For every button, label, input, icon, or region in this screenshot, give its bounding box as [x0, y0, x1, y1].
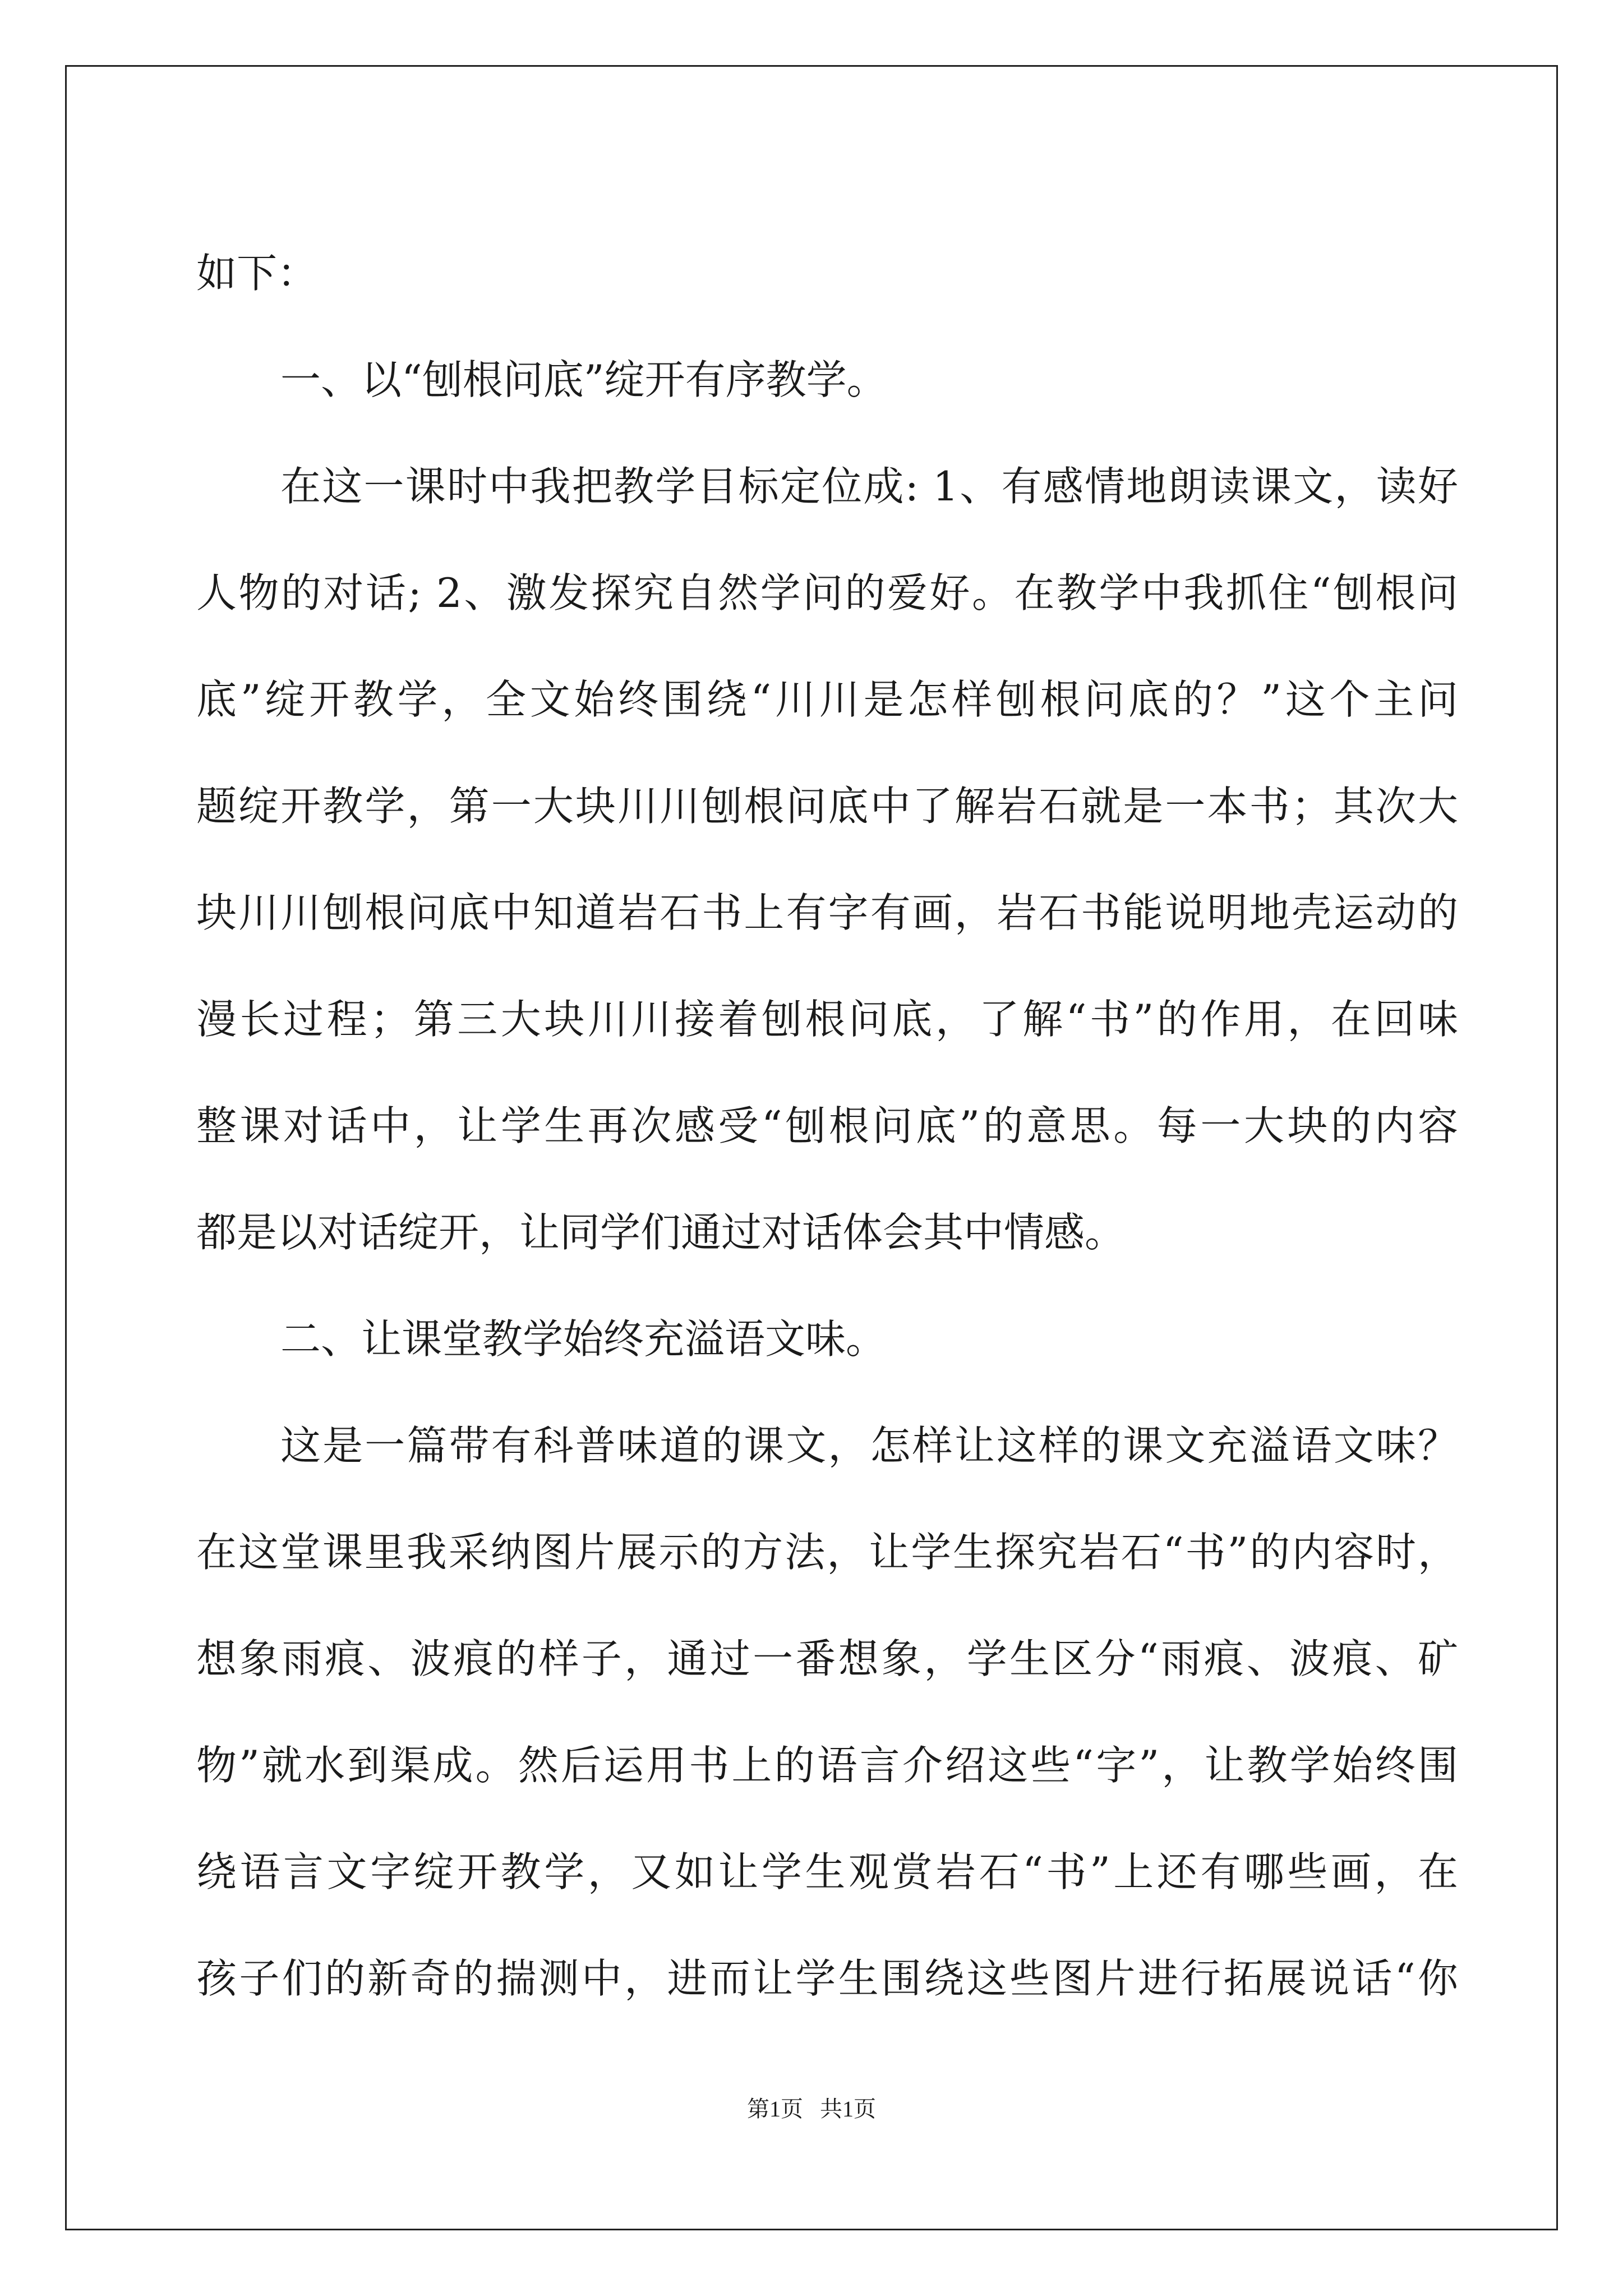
section-heading: 二、让课堂教学始终充溢语文味。: [280, 1315, 887, 1363]
text-line: 漫长过程；第三大块川川接着刨根问底，了解“书”的作用，在回味: [196, 996, 1458, 1043]
text-line: 物”就水到渠成。然后运用书上的语言介绍这些“字”，让教学始终围: [196, 1742, 1458, 1789]
text-line: 在这堂课里我采纳图片展示的方法，让学生探究岩石“书”的内容时，: [196, 1529, 1458, 1576]
text-line: 孩子们的新奇的揣测中，进而让学生围绕这些图片进行拓展说话“你: [196, 1955, 1458, 2002]
text-line: 如下：: [196, 250, 318, 297]
text-line: 绕语言文字绽开教学，又如让学生观赏岩石“书”上还有哪些画，在: [196, 1848, 1458, 1895]
text-line: 块川川刨根问底中知道岩石书上有字有画，岩石书能说明地壳运动的: [196, 889, 1458, 936]
text-line: 在这一课时中我把教学目标定位成: 1、有感情地朗读课文，读好: [280, 463, 1458, 510]
text-line: 底”绽开教学，全文始终围绕“川川是怎样刨根问底的？”这个主问: [196, 676, 1458, 723]
text-line: 都是以对话绽开，让同学们通过对话体会其中情感。: [196, 1209, 1126, 1256]
text-line: 题绽开教学，第一大块川川刨根问底中了解岩石就是一本书；其次大: [196, 783, 1458, 830]
footer-spacer: [803, 2096, 820, 2122]
section-heading: 一、以“刨根问底”绽开有序教学。: [280, 356, 887, 403]
page-footer: [0, 2092, 1623, 2126]
page-total: 共1页: [820, 2096, 876, 2122]
text-line: 整课对话中，让学生再次感受“刨根问底”的意思。每一大块的内容: [196, 1102, 1458, 1149]
text-line: 想象雨痕、波痕的样子，通过一番想象，学生区分“雨痕、波痕、矿: [196, 1635, 1458, 1682]
text-line: 这是一篇带有科普味道的课文，怎样让这样的课文充溢语文味？: [280, 1422, 1458, 1469]
page-number: 第1页: [747, 2096, 803, 2122]
text-line: 人物的对话; 2、激发探究自然学问的爱好。在教学中我抓住“刨根问: [196, 569, 1458, 616]
document-body: [196, 220, 1458, 2032]
